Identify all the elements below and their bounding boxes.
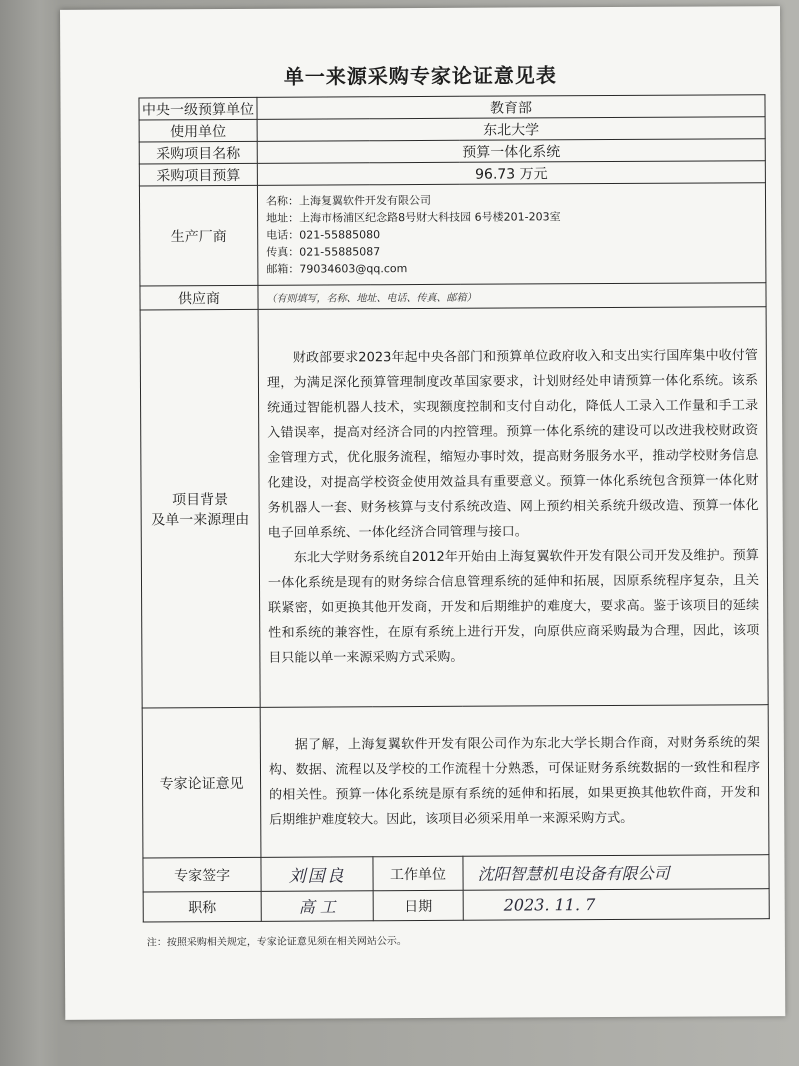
manufacturer-label: 生产厂商	[139, 185, 258, 286]
row-background	[140, 307, 768, 708]
professional-title-label: 职称	[143, 891, 261, 922]
background-label	[140, 309, 260, 708]
budget-unit-label: 中央一级预算单位	[139, 97, 257, 120]
expert-opinion-label: 专家论证意见	[142, 707, 261, 858]
opinion-form-table	[138, 94, 769, 922]
user-unit-label: 使用单位	[139, 119, 257, 142]
work-unit-label: 工作单位	[373, 856, 463, 890]
background-content	[258, 307, 768, 708]
project-budget-label: 采购项目预算	[139, 163, 257, 186]
row-user-unit	[139, 117, 765, 142]
date-value: 2023. 11. 7	[463, 889, 769, 921]
project-name-label: 采购项目名称	[139, 141, 257, 164]
footnote: 注：按照采购相关规定，专家论证意见须在相关网站公示。	[146, 936, 407, 949]
background-label-line2: 及单一来源理由	[151, 511, 250, 528]
background-paragraph-2: 东北大学财务系统自2012年开始由上海复翼软件开发有限公司开发及维护。预算一体化系统是现有的财务综合信息管理系统的延伸和拓展，因原系统程序复杂，且关联紧密，如更换其他开发商，开发和后期维护的难度大，要求高。鉴于该项目的延续性和系统的兼容性，在原有系统上进行开发，向原供应商采购最为合理，因此，该项目只能以单一来源采购方式采购。	[267, 548, 760, 666]
budget-unit-value: 教育部	[257, 95, 765, 120]
row-project-budget	[139, 161, 765, 186]
manufacturer-email: 邮箱：79034603@qq.com	[266, 262, 408, 276]
row-title-date	[143, 889, 769, 922]
manufacturer-details	[257, 183, 766, 286]
row-manufacturer	[139, 183, 766, 286]
date-label: 日期	[373, 890, 463, 920]
expert-signature: 刘国良	[261, 857, 373, 892]
supplier-label: 供应商	[140, 285, 258, 310]
background-paragraph-1: 财政部要求2023年起中央各部门和预算单位政府收入和支出实行国库集中收付管理，为满足深化预算管理制度改革国家要求，计划财经处申请预算一体化系统。该系统通过智能机器人技术，实现额度控制和支付自动化，降低人工录入工作量和手工录入错误率，提高对经济合同的内控管理。预算一体化系统的建设可以改进我校财政资金管理方式，优化服务流程，缩短办事时效，提高财务服务水平，推动学校财务信息化建设，对提高学校资金使用效益具有重要意义。预算一体化系统包含预算一体化财务机器人一套、财务核算与支付系统改造、网上预约相关系统升级改造、预算一体化电子回单系统、一体化经济合同管理与接口。	[266, 348, 759, 541]
manufacturer-name: 名称：上海复翼软件开发有限公司	[265, 193, 432, 208]
row-project-name	[139, 139, 765, 164]
document-title: 单一来源采购专家论证意见表	[283, 63, 557, 89]
manufacturer-phone: 电话：021-55885080	[266, 228, 381, 242]
expert-opinion-text: 据了解，上海复翼软件开发有限公司作为东北大学长期合作商，对财务系统的架构、数据、流程以及学校的工作流程十分熟悉，可保证财务系统数据的一致性和程序的相关性。预算一体化系统是原有系统的延伸和拓展，如果更换其他软件商，开发和后期维护难度较大。因此，该项目必须采用单一来源采购方式。	[268, 734, 761, 828]
row-budget-unit	[139, 95, 765, 120]
project-budget-value: 96.73 万元	[257, 161, 765, 186]
row-supplier	[140, 283, 766, 310]
work-unit-value: 沈阳智慧机电设备有限公司	[463, 855, 769, 891]
background-label-line1: 项目背景	[172, 491, 229, 508]
manufacturer-fax: 传真：021-55885087	[266, 245, 381, 259]
user-unit-value: 东北大学	[257, 117, 765, 142]
manufacturer-address: 地址：上海市杨浦区纪念路8号财大科技园 6号楼201-203室	[266, 210, 561, 225]
row-expert-opinion	[142, 705, 769, 858]
signature-label: 专家签字	[143, 857, 261, 892]
project-name-value: 预算一体化系统	[257, 139, 765, 164]
document-page	[60, 6, 785, 1020]
professional-title-value: 高 工	[261, 891, 373, 922]
expert-opinion-content	[260, 705, 769, 858]
supplier-note: （有则填写，名称、地址、电话、传真、邮箱）	[258, 283, 766, 310]
row-signature	[143, 855, 769, 892]
